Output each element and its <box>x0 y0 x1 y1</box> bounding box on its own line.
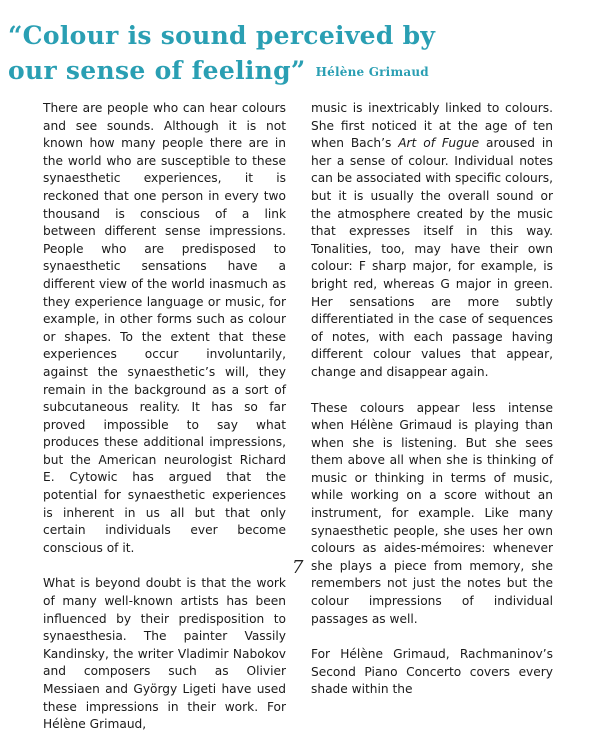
title-line-1: “Colour is sound perceived by <box>8 21 436 50</box>
work-title-art-of-fugue: Art of Fugue <box>398 136 480 151</box>
left-paragraph-2: What is beyond doubt is that the work of many well-known artists has been influenced by their predisposition to synaesthesia. The painter Vassily Kandinsky, the writer Vladimir Nabokov and composers such as Olivier Messiaen and György Ligeti have used these impressions in their work. For Hélène Grimaud, <box>43 576 286 732</box>
page-title <box>8 18 593 90</box>
left-paragraph-1: There are people who can hear colours and see sounds. Although it is not known how many people there are in the world who are susceptible to these synaesthetic experiences, it is reckoned that one person in every two thousand is conscious of a link between different sense impressions. People who are predisposed to synaesthetic sensations have a different view of the world inasmuch as they experience language or music, for example, in other forms such as colour or shapes. To the extent that these experiences occur involuntarily, against the synaesthetic’s will, they remain in the background as a sort of subcutaneous reality. It has so far proved impossible to say what produces these additional impressions, but the American neurologist Richard E. Cytowic has argued that the potential for synaesthetic experiences is inherent in us all but that only certain individuals ever become conscious of it. <box>43 101 286 555</box>
title-line-2-text: our sense of feeling” <box>8 56 306 85</box>
right-column <box>311 100 553 717</box>
left-column <box>43 100 286 752</box>
quote-attribution: Hélène Grimaud <box>315 65 429 79</box>
title-line-2 <box>8 53 593 90</box>
right-paragraph-1-start: music is inextricably linked to colours. She first noticed it at the age of ten when Bach’s <box>311 101 553 151</box>
right-paragraph-1 <box>311 100 553 382</box>
right-paragraph-1-end: aroused in her a sense of colour. Individual notes can be associated with specific colours, but it is usually the overall sound or the atmosphere created by the music that expresses itself in this way. Tonalities, too, may have their own colour: F sharp major, for example, is bright red, whereas G major in green. Her sensations are more subtly differentiated in the case of sequences of notes, with each passage having different colour values that appear, change and disappear again. <box>311 136 553 379</box>
right-paragraph-2: These colours appear less intense when Hélène Grimaud is playing than when she is listening. But she sees them above all when she is thinking of music or thinking in terms of music, while working on a score without an instrument, for example. Like many synaesthetic people, she uses her own colours as aides-mémoires: whenever she plays a piece from memory, she remembers not just the notes but the colour impressions of individual passages as well. <box>311 400 553 626</box>
right-paragraph-3: For Hélène Grimaud, Rachmaninov’s Second Piano Concerto covers every shade within the <box>311 647 553 697</box>
page-number: 7 <box>292 557 304 578</box>
